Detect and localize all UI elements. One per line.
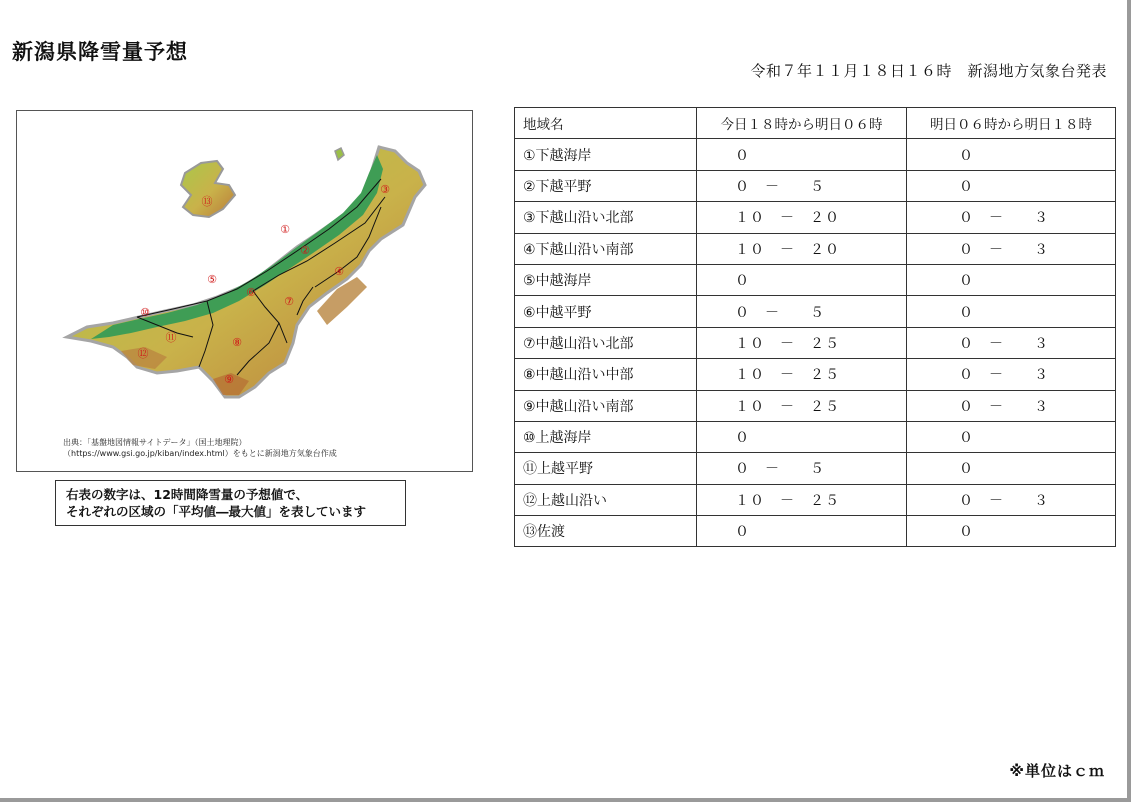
region-label: ⑩ — [140, 306, 150, 319]
region-label: ② — [300, 244, 310, 257]
period-1-value: ０ — [697, 264, 907, 295]
header-period-2: 明日０６時から明日１８時 — [907, 108, 1116, 139]
region-map — [16, 110, 473, 472]
table-row — [515, 516, 1116, 547]
table-header-row — [515, 108, 1116, 139]
region-name: ①下越海岸 — [515, 139, 697, 170]
region-name: ⑧中越山沿い中部 — [515, 359, 697, 390]
region-label: ⑧ — [232, 336, 242, 349]
table-row — [515, 327, 1116, 358]
region-label: ⑤ — [207, 273, 217, 286]
awashima-island — [335, 148, 344, 160]
period-2-value: ０ － ３ — [907, 484, 1116, 515]
period-1-value: １０ － ２０ — [697, 233, 907, 264]
region-name: ⑨中越山沿い南部 — [515, 390, 697, 421]
period-2-value: ０ — [907, 170, 1116, 201]
period-1-value: １０ － ２０ — [697, 202, 907, 233]
period-1-value: ０ — [697, 421, 907, 452]
period-2-value: ０ — [907, 264, 1116, 295]
period-2-value: ０ － ３ — [907, 327, 1116, 358]
region-label: ① — [280, 223, 290, 236]
period-1-value: ０ — [697, 516, 907, 547]
period-1-value: ０ — [697, 139, 907, 170]
page-title: 新潟県降雪量予想 — [12, 40, 188, 64]
table-row — [515, 359, 1116, 390]
map-credit — [63, 437, 337, 459]
note-line2: それぞれの区域の「平均値―最大値」を表しています — [66, 504, 367, 519]
unit-note: ※単位はｃｍ — [1009, 762, 1105, 780]
table-row — [515, 233, 1116, 264]
header-region: 地域名 — [515, 108, 697, 139]
issued-timestamp: 令和７年１１月１８日１６時 新潟地方気象台発表 — [750, 62, 1107, 80]
period-1-value: ０ － ５ — [697, 296, 907, 327]
period-2-value: ０ － ３ — [907, 359, 1116, 390]
region-name: ⑪上越平野 — [515, 453, 697, 484]
region-name: ⑦中越山沿い北部 — [515, 327, 697, 358]
region-label: ⑪ — [165, 331, 177, 344]
table-row — [515, 296, 1116, 327]
region-label: ⑦ — [284, 295, 294, 308]
period-2-value: ０ － ３ — [907, 202, 1116, 233]
region-name: ③下越山沿い北部 — [515, 202, 697, 233]
period-2-value: ０ — [907, 296, 1116, 327]
period-1-value: ０ － ５ — [697, 453, 907, 484]
period-2-value: ０ — [907, 516, 1116, 547]
table-row — [515, 264, 1116, 295]
map-credit-line1: 出典：「基盤地図情報サイトデータ」（国土地理院） — [63, 438, 247, 447]
table-row — [515, 453, 1116, 484]
period-2-value: ０ － ３ — [907, 390, 1116, 421]
niigata-map-graphic — [17, 111, 472, 471]
table-row — [515, 170, 1116, 201]
explanation-note — [55, 480, 406, 526]
region-name: ⑩上越海岸 — [515, 421, 697, 452]
sado-island — [181, 161, 235, 217]
period-1-value: １０ － ２５ — [697, 327, 907, 358]
region-name: ⑥中越平野 — [515, 296, 697, 327]
region-label: ⑥ — [246, 286, 256, 299]
period-1-value: １０ － ２５ — [697, 359, 907, 390]
period-2-value: ０ － ３ — [907, 233, 1116, 264]
period-1-value: １０ － ２５ — [697, 484, 907, 515]
period-2-value: ０ — [907, 453, 1116, 484]
period-1-value: １０ － ２５ — [697, 390, 907, 421]
table-row — [515, 390, 1116, 421]
table-row — [515, 202, 1116, 233]
table-row — [515, 421, 1116, 452]
table-row — [515, 484, 1116, 515]
region-name: ⑫上越山沿い — [515, 484, 697, 515]
region-name: ⑬佐渡 — [515, 516, 697, 547]
region-label: ⑬ — [201, 195, 213, 208]
period-2-value: ０ — [907, 421, 1116, 452]
snowfall-table — [514, 107, 1116, 547]
region-label: ④ — [334, 265, 344, 278]
region-label: ⑨ — [224, 373, 234, 386]
region-name: ②下越平野 — [515, 170, 697, 201]
region-name: ⑤中越海岸 — [515, 264, 697, 295]
period-1-value: ０ － ５ — [697, 170, 907, 201]
period-2-value: ０ — [907, 139, 1116, 170]
note-line1: 右表の数字は、12時間降雪量の予想値で、 — [66, 487, 309, 502]
map-credit-line2: （https://www.gsi.go.jp/kiban/index.html）をもとに新潟地方気象台作成 — [63, 449, 337, 458]
header-period-1: 今日１８時から明日０６時 — [697, 108, 907, 139]
region-name: ④下越山沿い南部 — [515, 233, 697, 264]
region-label: ⑫ — [137, 347, 149, 360]
table-row — [515, 139, 1116, 170]
region-label: ③ — [380, 183, 390, 196]
